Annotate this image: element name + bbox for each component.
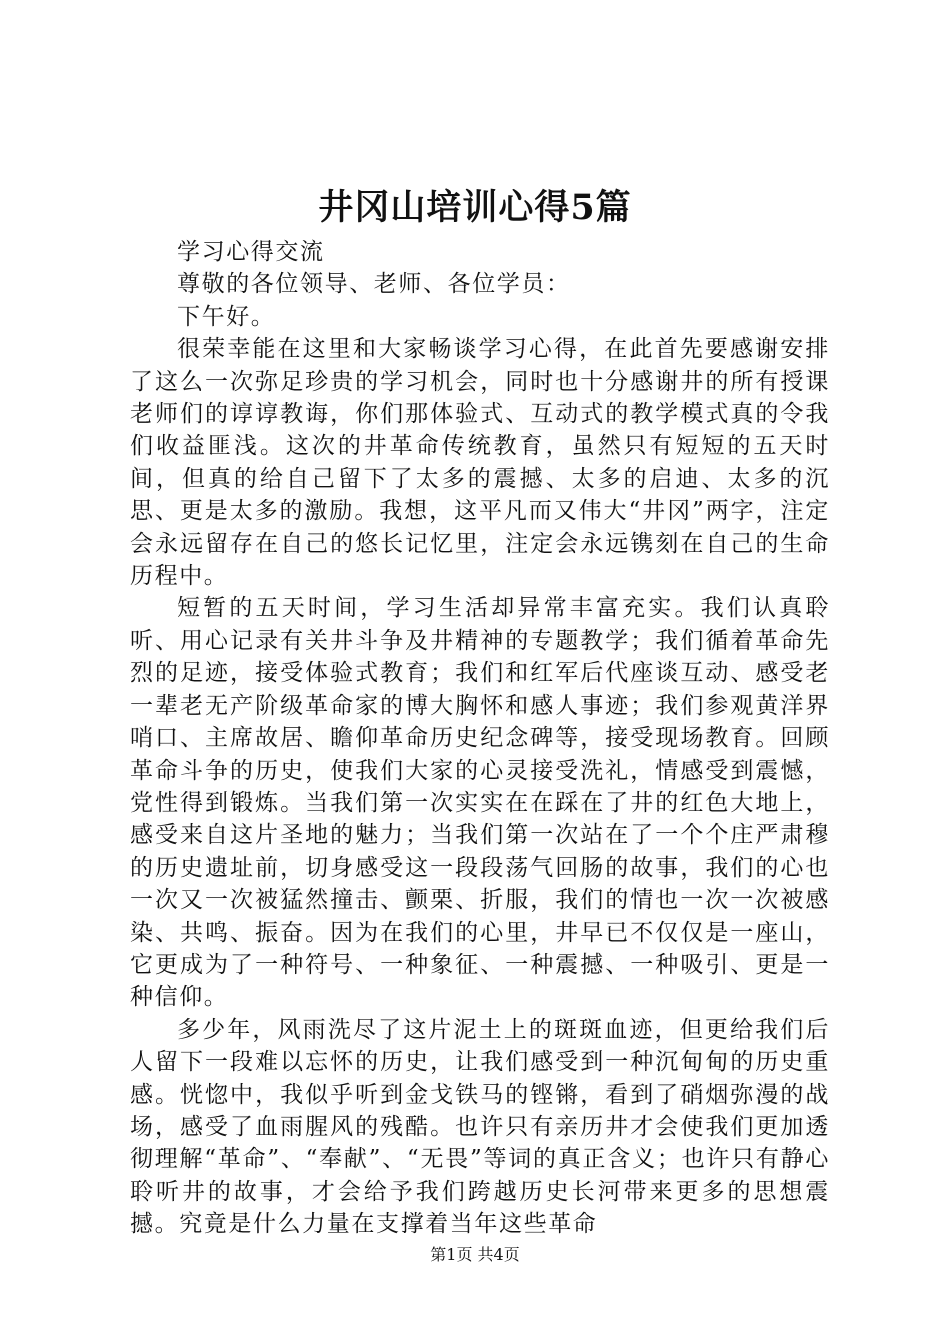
paragraph: 多少年，风雨洗尽了这片泥土上的斑斑血迹，但更给我们后人留下一段难以忘怀的历史，让我们感受到一种沉甸甸的历史重感。恍惚中，我似乎听到金戈铁马的铿锵，看到了硝烟弥漫的战场，感受了血雨腥风的残酷。也许只有亲历井才会使我们更加透彻理解“革命”、“奉献”、“无畏”等词的真正含义；也许只有静心聆听井的故事，才会给予我们跨越历史长河带来更多的思想震撼。究竟是什么力量在支撑着当年这些革命 — [130, 1016, 830, 1238]
document-body — [130, 236, 830, 1241]
document-title: 井冈山培训心得5篇 — [318, 187, 632, 228]
paragraph: 短暂的五天时间，学习生活却异常丰富充实。我们认真聆听、用心记录有关井斗争及井精神的专题教学；我们循着革命先烈的足迹，接受体验式教育；我们和红军后代座谈互动、感受老一辈老无产阶级革命家的博大胸怀和感人事迹；我们参观黄洋界哨口、主席故居、瞻仰革命历史纪念碑等，接受现场教育。回顾革命斗争的历史，使我们大家的心灵接受洗礼，情感受到震憾，党性得到锻炼。当我们第一次实实在在踩在了井的红色大地上，感受来自这片圣地的魅力；当我们第一次站在了一个个庄严肃穆的历史遗址前，切身感受这一段段荡气回肠的故事，我们的心也一次又一次被猛然撞击、颤栗、折服，我们的情也一次一次被感染、共鸣、振奋。因为在我们的心里，井早已不仅仅是一座山，它更成为了一种符号、一种象征、一种震撼、一种吸引、更是一种信仰。 — [130, 595, 830, 1011]
page-number-footer: 第1页 共4页 — [430, 1245, 520, 1264]
paragraph-greeting: 下午好。 — [177, 303, 276, 330]
paragraph-salutation: 尊敬的各位领导、老师、各位学员： — [177, 271, 571, 298]
paragraph-heading: 学习心得交流 — [177, 239, 325, 265]
paragraph: 很荣幸能在这里和大家畅谈学习心得，在此首先要感谢安排了这么一次弥足珍贵的学习机会，同时也十分感谢井的所有授课老师们的谆谆教诲，你们那体验式、互动式的教学模式真的令我们收益匪浅。这次的井革命传统教育，虽然只有短短的五天时间，但真的给自己留下了太多的震撼、太多的启迪、太多的沉思、更是太多的激励。我想，这平凡而又伟大“井冈”两字，注定会永远留存在自己的悠长记忆里，注定会永远镌刻在自己的生命历程中。 — [130, 336, 830, 590]
